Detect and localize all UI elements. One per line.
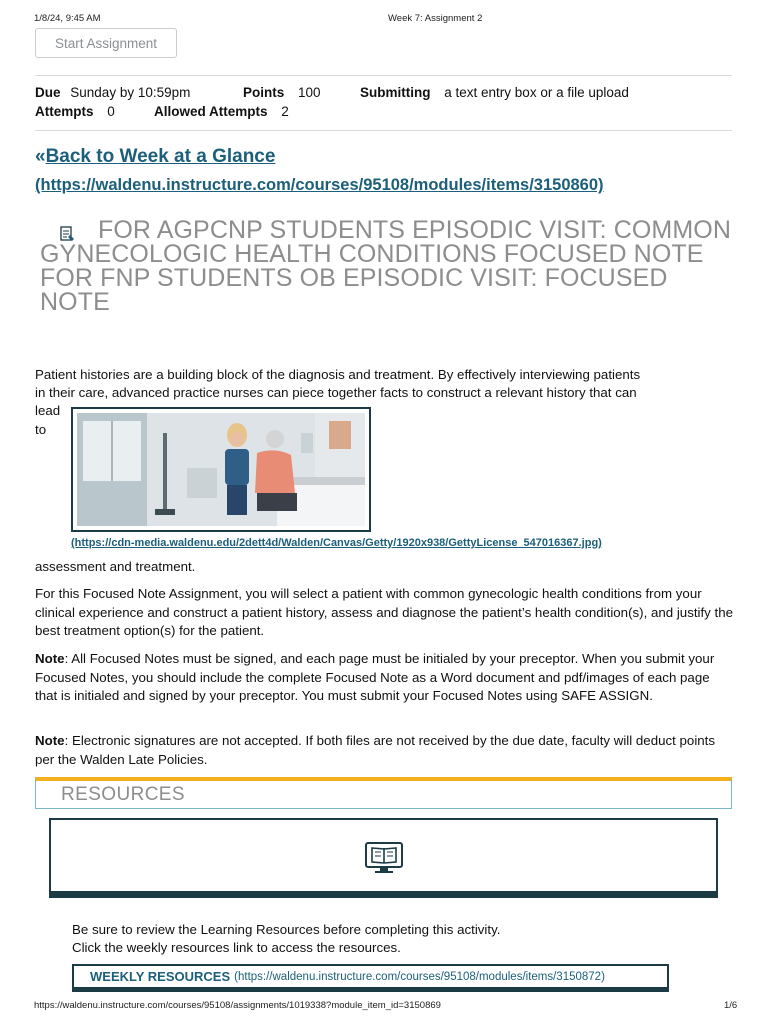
assignment-paragraph: For this Focused Note Assignment, you will select a patient with common gynecologic health conditions from your clinical experience and construct a patient history, assess and diagnose the patient’s health condition(s), and justify the best treatment option(s) for the patient.	[35, 586, 734, 638]
allowed-attempts-group	[154, 104, 289, 119]
weekly-resources-link[interactable]	[72, 964, 669, 992]
double-chevron-left-icon: «	[35, 146, 46, 167]
weekly-resources-label: WEEKLY RESOURCES	[90, 969, 231, 984]
due-label: Due	[35, 85, 61, 100]
print-page-number: 1/6	[724, 1000, 738, 1011]
patient-photo	[71, 407, 371, 532]
submitting-group	[360, 85, 629, 100]
resources-header	[35, 777, 732, 809]
details-row-1	[35, 85, 190, 100]
note-preceptor-text: : All Focused Notes must be signed, and each page must be initialed by your preceptor. When you submit your Focused Notes, you should include the complete Focused Note as a Word document and pdf/images of each page that is initialed and signed by your preceptor. You must submit your Focused Notes using SAFE ASSIGN.	[35, 651, 715, 703]
note-preceptor-paragraph	[35, 650, 735, 706]
allowed-attempts-label: Allowed Attempts	[154, 104, 268, 119]
back-to-week-link[interactable]	[35, 146, 275, 168]
divider-top	[35, 75, 732, 76]
submitting-label: Submitting	[360, 85, 431, 100]
resources-instruction-1: Be sure to review the Learning Resources before completing this activity.	[72, 922, 501, 937]
print-footer-url: https://waldenu.instructure.com/courses/95108/assignments/1019338?module_item_id=3150869	[34, 1000, 441, 1011]
print-datetime: 1/8/24, 9:45 AM	[34, 13, 101, 24]
resources-instruction-2: Click the weekly resources link to access the resources.	[72, 940, 401, 955]
start-assignment-button[interactable]: Start Assignment	[35, 28, 177, 58]
photo-caption-link[interactable]: (https://cdn-media.waldenu.edu/2dett4d/Walden/Canvas/Getty/1920x938/GettyLicense_547016367.jpg)	[71, 537, 602, 549]
points-label: Points	[243, 85, 285, 100]
resources-icon-banner	[49, 818, 718, 898]
note-label: Note	[35, 651, 65, 666]
attempts-group	[35, 104, 115, 119]
submitting-value: a text entry box or a file upload	[444, 85, 629, 100]
back-link-url[interactable]: (https://waldenu.instructure.com/courses/95108/modules/items/3150860)	[35, 176, 604, 194]
print-page-title: Week 7: Assignment 2	[388, 13, 483, 24]
divider-details	[35, 130, 732, 131]
intro-continuation: assessment and treatment.	[35, 559, 196, 574]
points-value: 100	[298, 85, 321, 100]
intro-line-2: in their care, advanced practice nurses can piece together facts to construct a relevant history that can	[35, 385, 637, 400]
intro-word-lead: lead	[35, 403, 61, 418]
page-title: FOR AGPCNP STUDENTS EPISODIC VISIT: COMMON GYNECOLOGIC HEALTH CONDITIONS FOCUSED NOTE FOR FNP STUDENTS OB EPISODIC VISIT: FOCUSED NOTE	[40, 216, 731, 316]
attempts-label: Attempts	[35, 104, 94, 119]
attempts-value: 0	[107, 104, 115, 119]
note-signature-text: : Electronic signatures are not accepted. If both files are not received by the due date, faculty will deduct points per the Walden Late Policies.	[35, 733, 716, 767]
intro-line-1: Patient histories are a building block of the diagnosis and treatment. By effectively interviewing patients	[35, 367, 641, 382]
points-group	[243, 85, 321, 100]
back-link-text: Back to Week at a Glance	[45, 146, 276, 167]
note-signature-paragraph	[35, 732, 735, 769]
photo-illustration	[77, 413, 365, 526]
weekly-resources-url: (https://waldenu.instructure.com/courses/95108/modules/items/3150872)	[234, 970, 605, 983]
monitor-book-icon	[364, 841, 404, 875]
resources-heading: RESOURCES	[61, 784, 185, 805]
due-value: Sunday by 10:59pm	[70, 85, 191, 100]
intro-word-to: to	[35, 422, 47, 437]
note-label: Note	[35, 733, 65, 748]
allowed-attempts-value: 2	[281, 104, 289, 119]
